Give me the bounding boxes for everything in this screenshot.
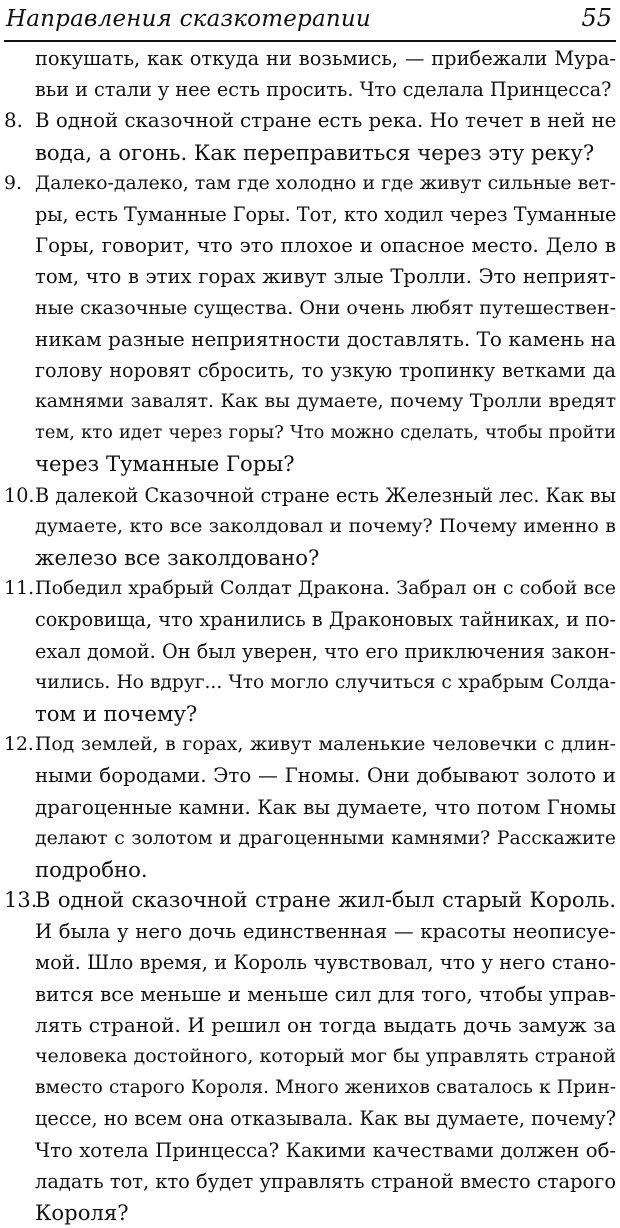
text-line (4, 823, 616, 854)
text-line (4, 1010, 616, 1041)
text-line (4, 1072, 616, 1103)
line-text: драгоценные камни. Как вы думаете, что потом Гномы (35, 795, 616, 819)
line-text: В одной сказочной стране есть река. Но течет в ней не (35, 109, 616, 133)
text-line (4, 636, 616, 667)
list-item-start-line (4, 480, 616, 511)
line-text: цессе, но всем она отказывала. Как вы думаете, почему? (35, 1107, 616, 1131)
line-text: вместо старого Короля. Много женихов сваталось к Прин- (35, 1077, 616, 1099)
text-line (4, 293, 616, 324)
line-text: голову норовят сбросить, то узкую тропинку ветками да (35, 358, 616, 382)
text-line (4, 760, 616, 791)
text-line (4, 1041, 616, 1072)
item-number: 10. (4, 483, 35, 507)
text-line (4, 667, 616, 698)
line-text: том, что в этих горах живут злые Тролли. Это неприят- (35, 265, 616, 289)
line-text: никам разные неприятности доставлять. То камень на (35, 326, 616, 351)
text-line (4, 199, 616, 230)
text-line (4, 979, 616, 1010)
text-line (4, 448, 616, 479)
line-text: мой. Шло время, и Король чувствовал, что у него стано- (35, 951, 616, 975)
item-number: 11. (4, 577, 35, 600)
text-line (4, 854, 616, 885)
line-text: том и почему? (35, 700, 198, 726)
line-text: лять страной. И решил он тогда выдать дочь замуж за (35, 1012, 616, 1037)
page-body (4, 43, 616, 1228)
text-line (4, 261, 616, 292)
line-text: через Туманные Горы? (35, 451, 295, 477)
list-item-start-line (4, 885, 616, 916)
running-head: Направления сказкотерапии (6, 6, 371, 32)
text-line (4, 542, 616, 573)
line-text: подробно. (35, 856, 148, 882)
line-text: вода, а огонь. Как переправиться через эту реку? (35, 139, 595, 165)
text-line (4, 417, 616, 448)
text-line (4, 1135, 616, 1166)
text-line (4, 74, 616, 105)
list-item-start-line (4, 573, 616, 604)
item-number: 8. (4, 109, 23, 133)
text-line (4, 1197, 616, 1228)
line-text: тем, кто идет через горы? Что можно сделать, чтобы пройти (35, 422, 616, 444)
line-text: сокровища, что хранились в Драконовых тайниках, и по- (35, 608, 616, 632)
text-line (4, 604, 616, 635)
list-item-start-line (4, 729, 616, 760)
item-number: 13. (4, 888, 38, 913)
text-line (4, 324, 616, 355)
text-line (4, 230, 616, 261)
text-line (4, 43, 616, 74)
line-text: ры, есть Туманные Горы. Тот, кто ходил через Туманные (35, 202, 616, 226)
line-text: вьи и стали у нее есть просить. Что сделала Принцесса? (35, 78, 612, 102)
line-text: Горы, говорит, что это плохое и опасное место. Дело в (35, 234, 616, 258)
line-text: ехал домой. Он был уверен, что его приключения закон- (35, 639, 616, 663)
text-line (4, 355, 616, 386)
item-number: 12. (4, 734, 34, 756)
line-text: вится все меньше и меньше сил для того, чтобы управ- (35, 982, 616, 1006)
line-text: чились. Но вдруг... Что могло случиться с храбрым Солда- (35, 671, 616, 693)
line-text: ными бородами. Это — Гномы. Они добывают золото и (35, 764, 616, 788)
line-text: камнями завалят. Как вы думаете, почему Тролли вредят (35, 391, 616, 413)
page-header (4, 0, 616, 42)
text-line (4, 698, 616, 729)
line-text: Победил храбрый Солдат Дракона. Забрал он с собой все (35, 577, 616, 600)
text-line (4, 386, 616, 417)
line-text: человека достойного, который мог бы управлять страной (35, 1045, 616, 1067)
line-text: И была у него дочь единственная — красоты неописуе- (35, 920, 616, 944)
line-text: делают с золотом и драгоценными камнями? Расскажите (35, 827, 616, 849)
line-text: думаете, кто все заколдовал и почему? Почему именно в (35, 514, 616, 537)
line-text: В далекой Сказочной стране есть Железный лес. Как вы (35, 483, 616, 507)
text-line (4, 947, 616, 978)
line-text: ладать тот, кто будет управлять страной вместо старого (35, 1169, 616, 1193)
line-text: В одной сказочной стране жил-был старый Король. (35, 888, 616, 913)
text-line (4, 1166, 616, 1197)
text-line (4, 792, 616, 823)
item-number: 9. (4, 172, 22, 194)
text-line (4, 137, 616, 168)
page-number: 55 (581, 4, 612, 32)
list-item-start-line (4, 105, 616, 136)
text-line (4, 511, 616, 542)
text-line (4, 916, 616, 947)
line-text: Короля? (35, 1199, 129, 1225)
line-text: покушать, как откуда ни возьмись, — прибежали Мура- (35, 47, 616, 70)
line-text: ные сказочные существа. Они очень любят путешествен- (35, 296, 616, 319)
line-text: Что хотела Принцесса? Какими качествами должен об- (35, 1138, 616, 1162)
text-line (4, 1103, 616, 1134)
line-text: Далеко-далеко, там где холодно и где живут сильные вет- (35, 172, 616, 194)
line-text: Под землей, в горах, живут маленькие человечки с длин- (35, 734, 616, 756)
line-text: железо все заколдовано? (35, 545, 320, 570)
list-item-start-line (4, 168, 616, 199)
